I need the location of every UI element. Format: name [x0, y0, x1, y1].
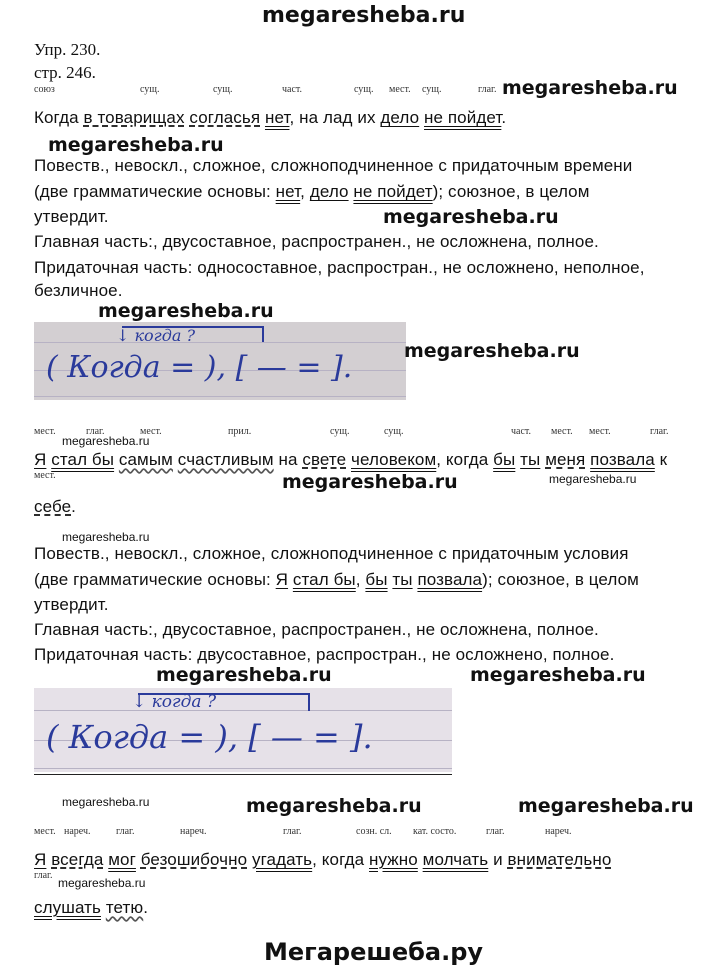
analysis-2-line-1: Повеств., невоскл., сложное, сложноподчиненное с придаточным условия — [34, 544, 629, 563]
pos-label: глаг. — [34, 870, 53, 881]
subject: Я — [34, 850, 47, 869]
predicate: не пойдет — [424, 108, 502, 127]
pos-label: част. — [511, 426, 532, 437]
scheme-formula: ( Когда = ), [ — = ]. — [46, 350, 353, 385]
pos-label: сущ. — [140, 84, 160, 95]
pos-label: сущ. — [422, 84, 442, 95]
analysis-2-line-3: утвердит. — [34, 595, 109, 614]
watermark: megaresheba.ru — [470, 664, 646, 686]
scheme-bracket — [138, 693, 310, 711]
watermark-top: megaresheba.ru — [262, 3, 466, 28]
watermark: megaresheba.ru — [246, 795, 422, 817]
watermark: megaresheba.ru — [549, 472, 637, 486]
watermark: megaresheba.ru — [58, 876, 146, 890]
pos-label: нареч. — [545, 826, 572, 837]
pos-label: глаг. — [86, 426, 105, 437]
sentence-3: Я всегда мог безошибочно угадать, когда нужно молчать и внимательно — [34, 850, 612, 869]
watermark: megaresheba.ru — [404, 340, 580, 362]
analysis-2-sub: Придаточная часть: двусоставное, распростран., не осложнено, полное. — [34, 645, 615, 664]
analysis-2-main: Главная часть:, двусоставное, распространен., не осложнена, полное. — [34, 620, 599, 639]
subject: дело — [380, 108, 420, 127]
pos-label: мест. — [389, 84, 411, 95]
watermark: megaresheba.ru — [502, 77, 678, 99]
analysis-2-line-2: (две грамматические основы: Я стал бы, бы ты позвала); союзное, в целом — [34, 570, 639, 589]
pos-label: мест. — [140, 426, 162, 437]
sentence-2: Я стал бы самым счастливым на свете человеком, когда бы ты меня позвала к — [34, 450, 668, 469]
pos-label: глаг. — [116, 826, 135, 837]
predicate: мог — [108, 850, 136, 869]
pos-label: мест. — [34, 826, 56, 837]
scheme-photo-2 — [34, 688, 452, 772]
pos-label: глаг. — [650, 426, 669, 437]
pos-label: глаг. — [283, 826, 302, 837]
analysis-1-line-3: утвердит. — [34, 207, 109, 226]
adverbial: согласья — [189, 108, 261, 127]
watermark: megaresheba.ru — [98, 300, 274, 322]
watermark: megaresheba.ru — [62, 434, 150, 448]
analysis-1-sub-cont: безличное. — [34, 281, 123, 300]
predicate: стал бы — [51, 450, 115, 469]
pos-label: сущ. — [330, 426, 350, 437]
pos-label: мест. — [589, 426, 611, 437]
subject: Я — [34, 450, 47, 469]
scheme-bracket — [122, 326, 264, 342]
pos-label: нареч. — [180, 826, 207, 837]
predicate: нет — [264, 108, 290, 127]
sentence-1: Когда в товарищах согласья нет, на лад их дело не пойдет. — [34, 108, 507, 127]
divider — [34, 774, 452, 775]
sentence-2-cont: себе. — [34, 497, 76, 516]
pos-label: сущ. — [354, 84, 374, 95]
exercise-number: Упр. 230. — [34, 40, 101, 59]
subject: ты — [520, 450, 541, 469]
watermark: megaresheba.ru — [62, 530, 150, 544]
analysis-1-main: Главная часть:, двусоставное, распространен., не осложнена, полное. — [34, 232, 599, 251]
scheme-formula: ( Когда = ), [ — = ]. — [46, 718, 373, 756]
pos-label: сущ. — [384, 426, 404, 437]
scheme-photo-1 — [34, 322, 406, 400]
pos-label: сущ. — [213, 84, 233, 95]
adverbial: в товарищах — [83, 108, 185, 127]
watermark: megaresheba.ru — [62, 795, 150, 809]
pos-label: мест. — [34, 470, 56, 481]
pos-label: част. — [282, 84, 303, 95]
watermark: megaresheba.ru — [282, 471, 458, 493]
footer-brand: Мегарешеба.ру — [264, 938, 484, 966]
scheme-question: ↓ когда ? — [116, 326, 196, 345]
sentence-3-cont: слушать тетю. — [34, 898, 149, 917]
pos-label: кат. состо. — [413, 826, 457, 837]
pos-label: прил. — [228, 426, 252, 437]
watermark: megaresheba.ru — [383, 206, 559, 228]
analysis-1-line-1: Повеств., невоскл., сложное, сложноподчиненное с придаточным времени — [34, 156, 633, 175]
pos-label: мест. — [551, 426, 573, 437]
analysis-1-sub: Придаточная часть: односоставное, распростран., не осложнено, неполное, — [34, 258, 645, 277]
watermark: megaresheba.ru — [518, 795, 694, 817]
scheme-question: ↓ когда ? — [132, 692, 217, 712]
pos-label: мест. — [34, 426, 56, 437]
predicate: позвала — [590, 450, 655, 469]
pos-label: союз — [34, 84, 55, 95]
page-number: стр. 246. — [34, 63, 96, 82]
watermark: megaresheba.ru — [156, 664, 332, 686]
watermark: megaresheba.ru — [48, 134, 224, 156]
pos-label: глаг. — [478, 84, 497, 95]
pos-label: глаг. — [486, 826, 505, 837]
analysis-1-line-2: (две грамматические основы: нет, дело не пойдет); союзное, в целом — [34, 182, 590, 201]
pos-label: созн. сл. — [356, 826, 392, 837]
pos-label: нареч. — [64, 826, 91, 837]
